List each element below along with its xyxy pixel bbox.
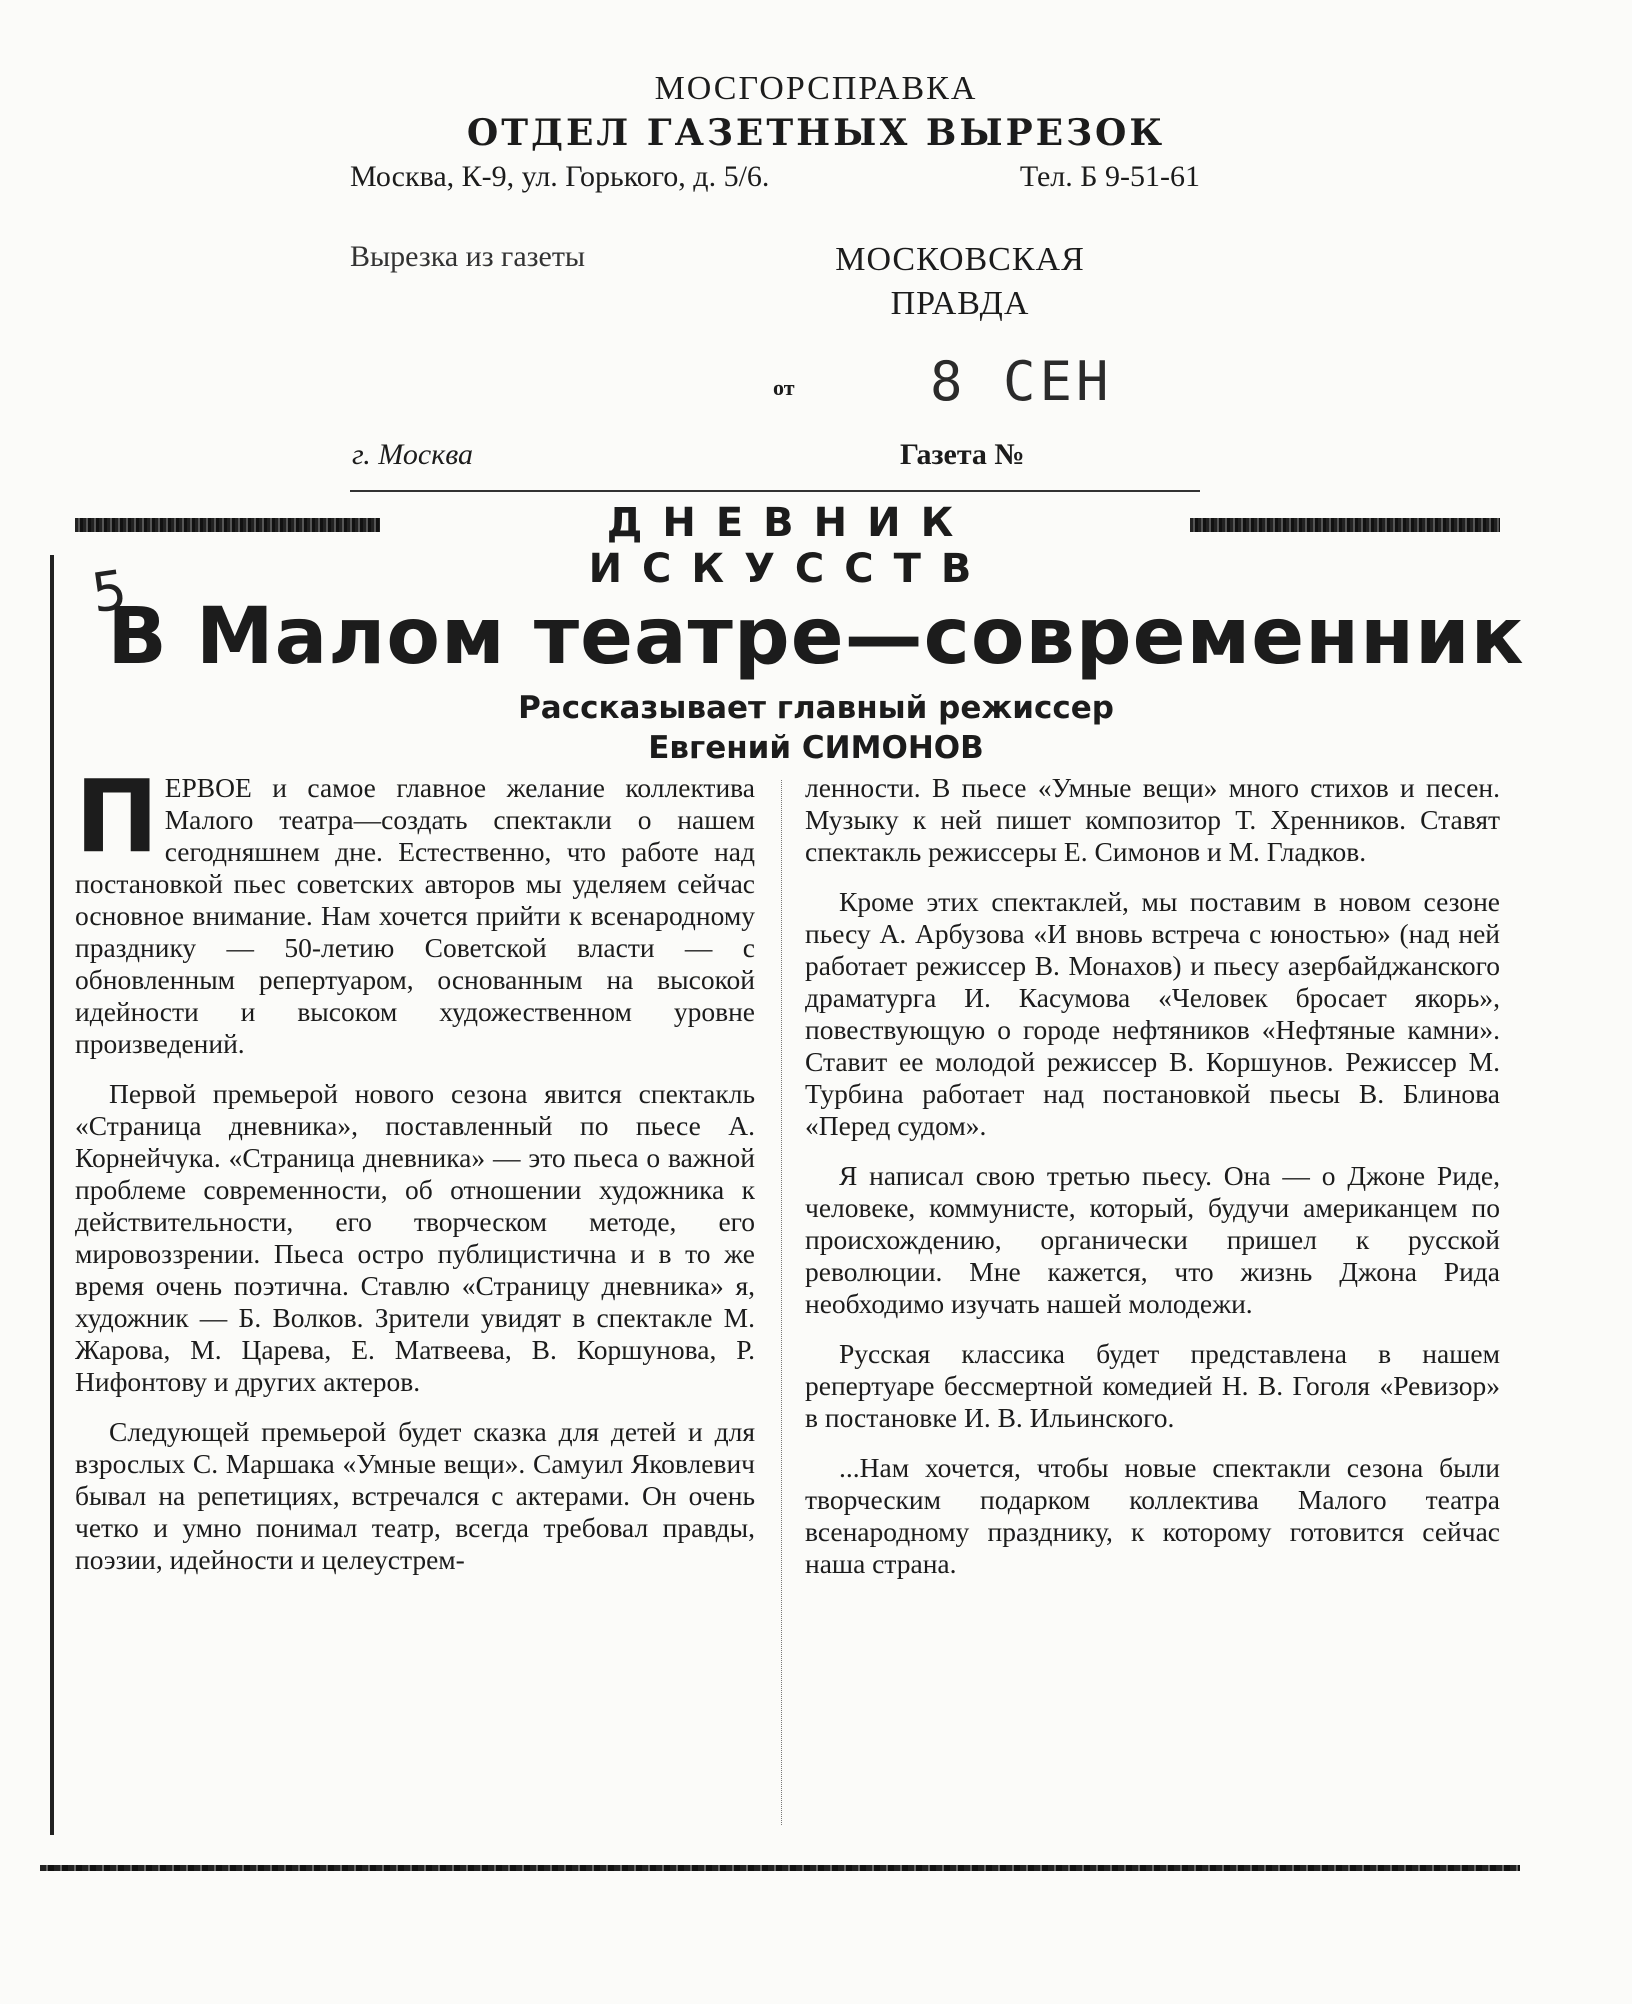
drop-cap: П <box>75 758 159 875</box>
article-author: Евгений СИМОНОВ <box>648 730 984 766</box>
handwritten-number: 5 <box>87 557 131 626</box>
article-column-1 <box>75 758 755 1594</box>
paragraph: Первой премьерой нового сезона явится спектакль «Страница дневника», поставленный по пьесе А. Корнейчука. «Страница дневника» — это пьеса о важной проблеме современности, об отношении художника к действительности, его творческом методе, его мировоззрении. Пьеса остро публицистична и в то же время очень поэтична. Ставлю «Страницу дневника» я, художник — Б. Волков. Зрители увидят в спектакле М. Жарова, М. Царева, Е. Матвеева, В. Коршунова, Р. Нифонтову и других актеров. <box>75 1078 755 1397</box>
phone: Тел. Б 9-51-61 <box>1019 160 1200 193</box>
header-rule <box>350 490 1200 492</box>
column-divider <box>781 780 782 1825</box>
address: Москва, К-9, ул. Горького, д. 5/6. <box>350 160 770 193</box>
paragraph: Я написал свою третью пьесу. Она — о Джоне Риде, человеке, коммунисте, который, будучи американцем по происхождению, органически пришел к русской революции. Мне кажется, что жизнь Джона Рида необходимо изучать нашей молодежи. <box>805 1160 1500 1319</box>
section-title: ДНЕВНИК ИСКУССТВ <box>588 500 992 592</box>
paragraph: Следующей премьерой будет сказка для детей и для взрослых С. Маршака «Умные вещи». Самуил Яковлевич бывал на репетициях, встречался с актерами. Он очень четко и умно понимал театр, всегда требовал правды, поэзии, идейности и целеустрем- <box>75 1416 755 1575</box>
newspaper-title: МОСКОВСКАЯ ПРАВДА <box>835 241 1085 322</box>
from-label: от <box>773 375 795 400</box>
issue-label: Газета № <box>900 438 1025 471</box>
address-line <box>350 160 1200 194</box>
paragraph: ПЕРВОЕ и самое главное желание коллектива Малого театра—создать спектакли о нашем сегодняшнем дне. Естественно, что работе над постановкой пьес советских авторов мы уделяем сейчас основное внимание. Нам хочется прийти к всенародному празднику — 50-летию Советской власти — с обновленным репертуаром, основанным на высокой идейности и высоком художественном уровне произведений. <box>75 758 755 1059</box>
paragraph: Русская классика будет представлена в нашем репертуаре бессмертной комедией Н. В. Гоголя «Ревизор» в постановке И. В. Ильинского. <box>805 1338 1500 1433</box>
clipping-label: Вырезка из газеты <box>350 240 586 273</box>
date-stamp: 8 СЕН <box>930 350 1113 413</box>
bottom-rule <box>40 1865 1520 1871</box>
article-column-2 <box>805 772 1500 1598</box>
department-name: ОТДЕЛ ГАЗЕТНЫХ ВЫРЕЗОК <box>466 112 1166 154</box>
paragraph: Кроме этих спектаклей, мы поставим в новом сезоне пьесу А. Арбузова «И вновь встреча с юностью» (над ней работает режиссер В. Монахов) и пьесу азербайджанского драматурга И. Касумова «Человек бросает якорь», повествующую о городе нефтяников «Нефтяные камни». Ставит ее молодой режиссер В. Коршунов. Режиссер М. Турбина работает над постановкой пьесы В. Блинова «Перед судом». <box>805 886 1500 1141</box>
paragraph: ...Нам хочется, чтобы новые спектакли сезона были творческим подарком коллектива Малого театра всенародному празднику, к которому готовится сейчас наша страна. <box>805 1452 1500 1579</box>
city: г. Москва <box>352 438 474 471</box>
section-band-right <box>1190 518 1500 532</box>
paragraph: ленности. В пьесе «Умные вещи» много стихов и песен. Музыку к ней пишет композитор Т. Хренников. Ставят спектакль режиссеры Е. Симонов и М. Гладков. <box>805 772 1500 867</box>
org-name: МОСГОРСПРАВКА <box>654 70 978 107</box>
article-subtitle: Рассказывает главный режиссер <box>518 690 1114 726</box>
section-band-left <box>75 518 380 532</box>
article-headline: В Малом театре—современник <box>107 592 1525 682</box>
